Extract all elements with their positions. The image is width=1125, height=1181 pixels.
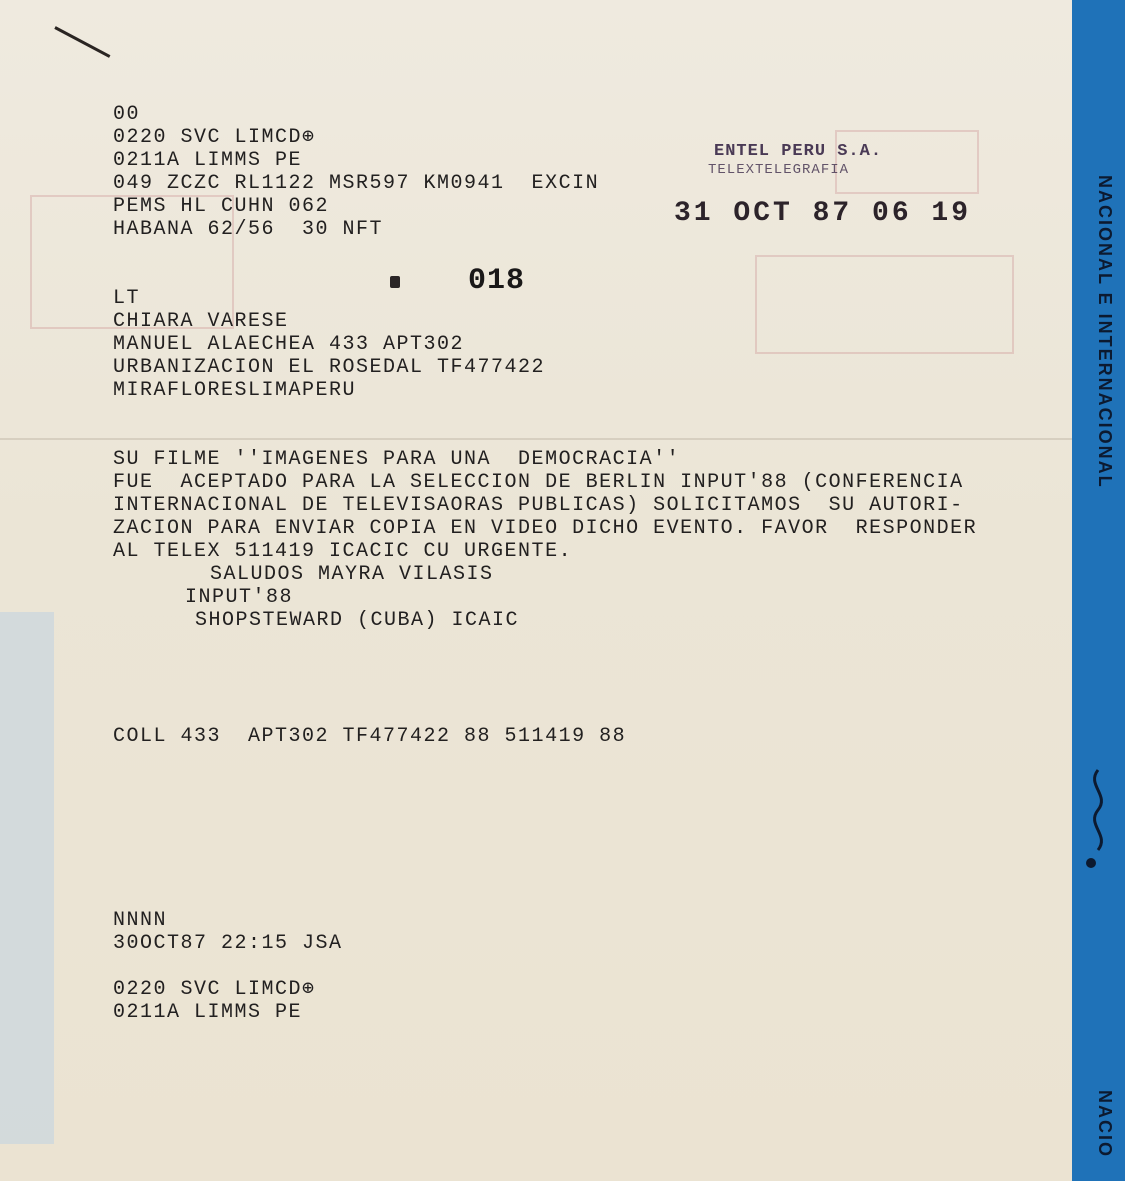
paper-fold [0, 438, 1072, 440]
side-band-text: NACIONAL E INTERNACIONAL [1095, 175, 1115, 489]
body-line: INTERNACIONAL DE TELEVISAORAS PUBLICAS) SOLICITAMOS SU AUTORI- [113, 494, 964, 517]
stamp-department: TELEXTELEGRAFIA [708, 162, 850, 178]
header-line: 0220 SVC LIMCD⊕ [113, 126, 316, 149]
header-line: PEMS HL CUHN 062 [113, 195, 330, 218]
footer-line: 0220 SVC LIMCD⊕ [113, 978, 316, 1001]
address-line: LT [113, 287, 141, 310]
body-line: AL TELEX 511419 ICACIC CU URGENTE. [113, 540, 573, 563]
body-line: FUE ACEPTADO PARA LA SELECCION DE BERLIN INPUT'88 (CONFERENCIA [113, 471, 964, 494]
address-line: MANUEL ALAECHEA 433 APT302 [113, 333, 465, 356]
address-line: MIRAFLORESLIMAPERU [113, 379, 357, 402]
footer-line: 30OCT87 22:15 JSA [113, 932, 343, 955]
signature-line: SHOPSTEWARD (CUBA) ICAIC [195, 609, 520, 632]
signature-line: INPUT'88 [185, 586, 294, 609]
stamp-date: 31 OCT 87 06 19 [674, 198, 972, 229]
collation-line: COLL 433 APT302 TF477422 88 511419 88 [113, 725, 627, 748]
header-line: 00 [113, 103, 141, 126]
ink-mark [390, 276, 400, 288]
footer-line: 0211A LIMMS PE [113, 1001, 303, 1024]
header-line: 049 ZCZC RL1122 MSR597 KM0941 EXCIN [113, 172, 600, 195]
faint-stamp [755, 255, 1014, 354]
footer-line: NNNN [113, 909, 168, 932]
header-line: 0211A LIMMS PE [113, 149, 303, 172]
body-line: SU FILME ''IMAGENES PARA UNA DEMOCRACIA'' [113, 448, 681, 471]
faint-stamp [835, 130, 979, 194]
entel-logo-icon [1078, 760, 1118, 880]
header-line: HABANA 62/56 30 NFT [113, 218, 384, 241]
stamp-company: ENTEL PERU S.A. [714, 142, 883, 161]
message-number: 018 [468, 264, 526, 298]
side-band-text: NACIO [1095, 1090, 1115, 1158]
address-line: CHIARA VARESE [113, 310, 289, 333]
signature-line: SALUDOS MAYRA VILASIS [210, 563, 494, 586]
address-line: URBANIZACION EL ROSEDAL TF477422 [113, 356, 546, 379]
body-line: ZACION PARA ENVIAR COPIA EN VIDEO DICHO EVENTO. FAVOR RESPONDER [113, 517, 978, 540]
paper-stain [0, 612, 54, 1144]
